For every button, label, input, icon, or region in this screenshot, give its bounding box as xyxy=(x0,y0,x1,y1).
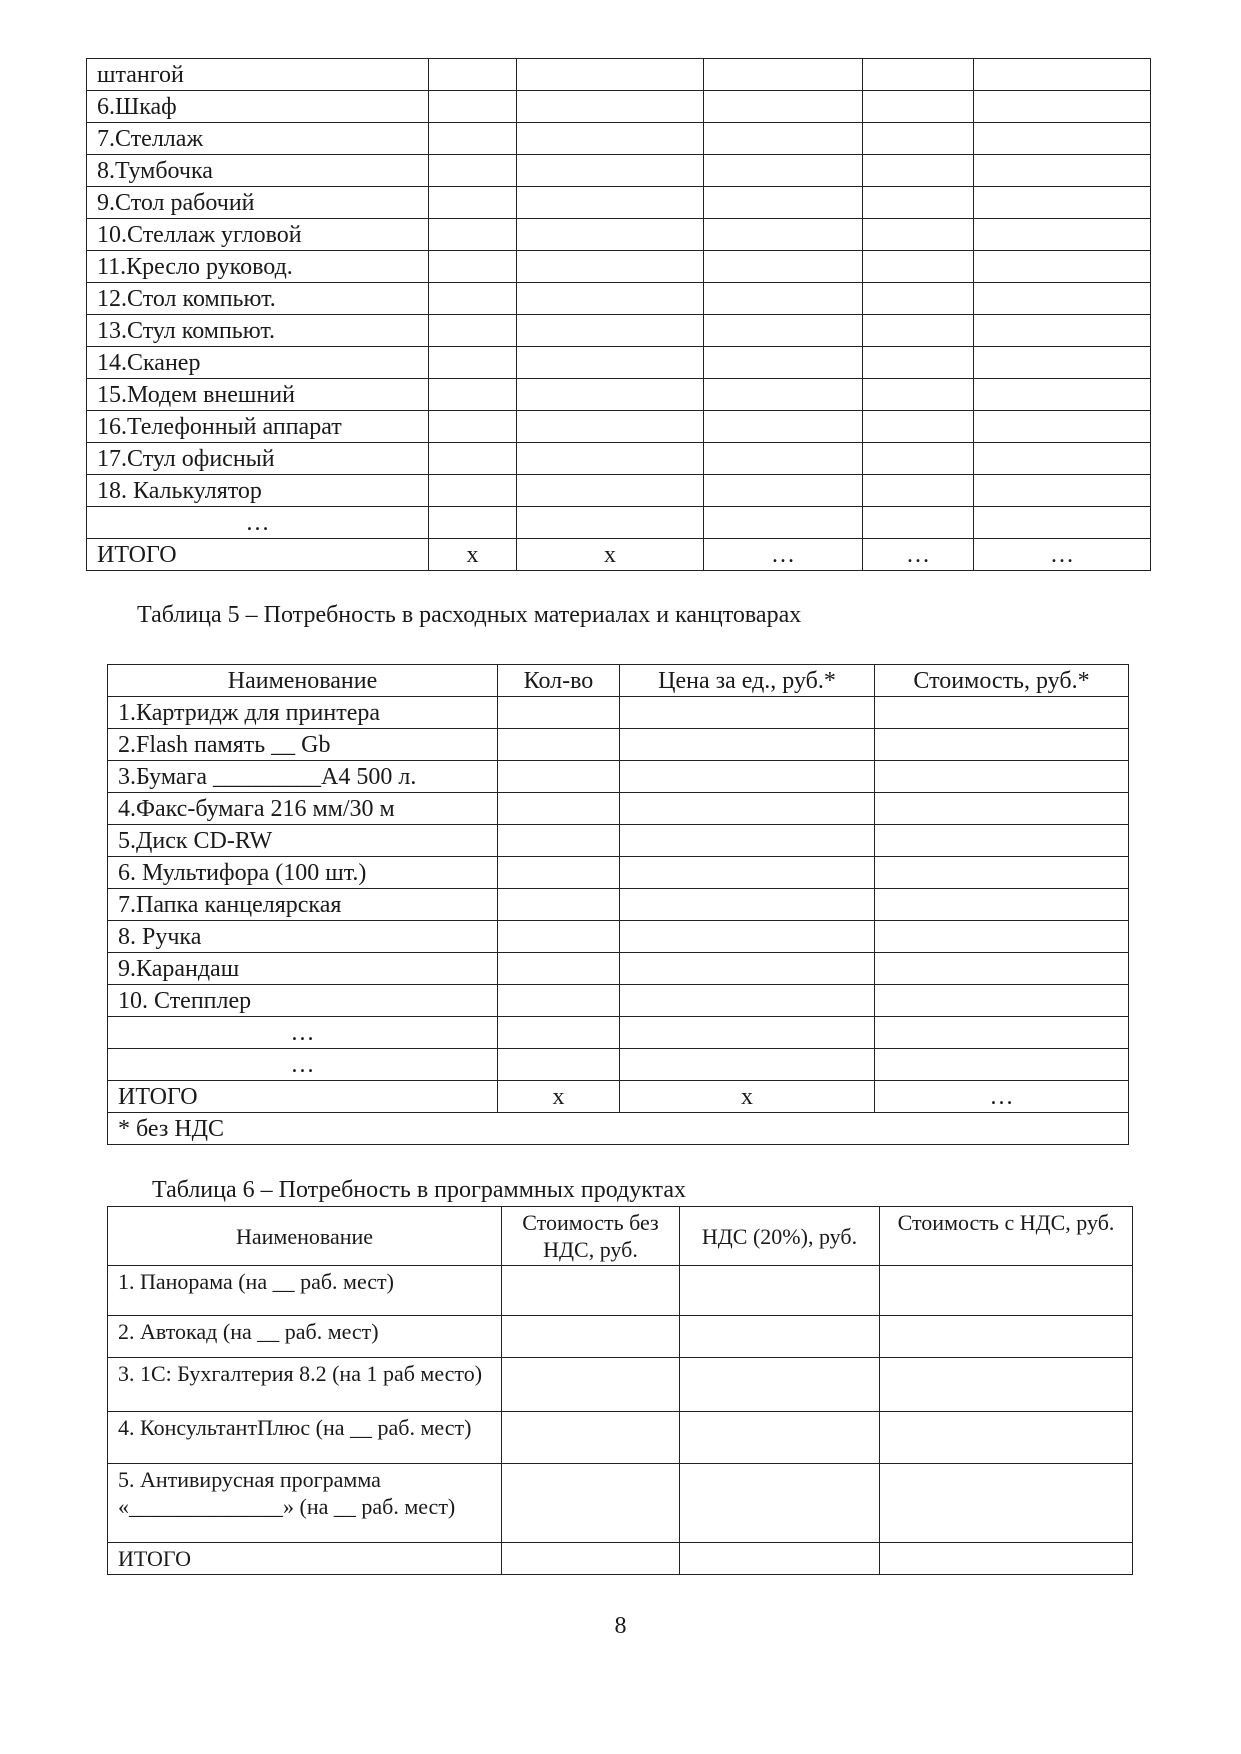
table-cell xyxy=(498,985,620,1017)
column-header: Кол-во xyxy=(498,665,620,697)
table-cell xyxy=(429,315,517,347)
table-cell xyxy=(704,507,863,539)
table-5-caption: Таблица 5 – Потребность в расходных материалах и канцтоварах xyxy=(137,602,802,628)
table-cell xyxy=(680,1358,880,1412)
table-cell xyxy=(704,219,863,251)
table-cell xyxy=(517,155,704,187)
table-row xyxy=(87,91,1151,123)
table-cell xyxy=(502,1316,680,1358)
total-cell xyxy=(680,1543,880,1575)
total-cell: … xyxy=(863,539,974,571)
item-name: 15.Модем внешний xyxy=(87,379,429,411)
table-row xyxy=(108,921,1129,953)
table-cell xyxy=(704,347,863,379)
table-cell xyxy=(517,219,704,251)
table-cell xyxy=(429,347,517,379)
item-name: 8.Тумбочка xyxy=(87,155,429,187)
total-cell: x xyxy=(429,539,517,571)
item-name: 1.Картридж для принтера xyxy=(108,697,498,729)
table-cell xyxy=(498,793,620,825)
table-cell xyxy=(974,411,1151,443)
table-cell xyxy=(620,889,875,921)
table-row xyxy=(108,889,1129,921)
table-cell xyxy=(863,251,974,283)
table-cell xyxy=(429,123,517,155)
table-cell xyxy=(704,251,863,283)
table-cell xyxy=(517,283,704,315)
table-cell xyxy=(704,59,863,91)
table-cell xyxy=(680,1464,880,1543)
table-cell xyxy=(620,729,875,761)
item-name: 9.Стол рабочий xyxy=(87,187,429,219)
table-cell xyxy=(429,379,517,411)
table-row xyxy=(87,379,1151,411)
table-cell xyxy=(704,379,863,411)
table-cell xyxy=(620,857,875,889)
footnote: * без НДС xyxy=(108,1113,1129,1145)
item-name: … xyxy=(108,1017,498,1049)
table-cell xyxy=(863,187,974,219)
table-cell xyxy=(498,761,620,793)
item-name: 2.Flash память __ Gb xyxy=(108,729,498,761)
total-cell: … xyxy=(974,539,1151,571)
total-cell xyxy=(502,1543,680,1575)
table-cell xyxy=(517,411,704,443)
column-header: Стоимость без НДС, руб. xyxy=(502,1207,680,1266)
table-row xyxy=(87,187,1151,219)
item-name: 10. Степплер xyxy=(108,985,498,1017)
item-name: 6.Шкаф xyxy=(87,91,429,123)
table-row xyxy=(108,1049,1129,1081)
table-cell xyxy=(875,857,1129,889)
table-cell xyxy=(620,985,875,1017)
table-5 xyxy=(107,664,1129,1145)
table-cell xyxy=(974,347,1151,379)
table-cell xyxy=(863,155,974,187)
table-row xyxy=(108,1412,1133,1464)
table-row xyxy=(108,953,1129,985)
table-cell xyxy=(498,1017,620,1049)
item-name: штангой xyxy=(87,59,429,91)
table-cell xyxy=(863,411,974,443)
table-cell xyxy=(498,889,620,921)
table-cell xyxy=(498,697,620,729)
column-header: НДС (20%), руб. xyxy=(680,1207,880,1266)
total-cell: … xyxy=(875,1081,1129,1113)
table-cell xyxy=(875,825,1129,857)
table-total-row xyxy=(87,539,1151,571)
table-row xyxy=(87,219,1151,251)
table-cell xyxy=(974,187,1151,219)
table-cell xyxy=(429,91,517,123)
item-name: 6. Мультифора (100 шт.) xyxy=(108,857,498,889)
column-header: Стоимость, руб.* xyxy=(875,665,1129,697)
table-cell xyxy=(863,91,974,123)
item-name: 10.Стеллаж угловой xyxy=(87,219,429,251)
table-cell xyxy=(517,347,704,379)
table-total-row xyxy=(108,1081,1129,1113)
table-cell xyxy=(517,123,704,155)
table-row xyxy=(87,315,1151,347)
table-cell xyxy=(429,443,517,475)
table-cell xyxy=(974,59,1151,91)
table-cell xyxy=(863,59,974,91)
table-row xyxy=(87,347,1151,379)
table-row xyxy=(108,1464,1133,1543)
table-cell xyxy=(863,475,974,507)
table-cell xyxy=(517,379,704,411)
table-cell xyxy=(880,1358,1133,1412)
table-cell xyxy=(429,475,517,507)
table-cell xyxy=(974,91,1151,123)
table-cell xyxy=(498,1049,620,1081)
table-row xyxy=(87,507,1151,539)
table-row xyxy=(87,123,1151,155)
page-number: 8 xyxy=(614,1613,627,1639)
total-cell: x xyxy=(620,1081,875,1113)
table-cell xyxy=(704,283,863,315)
table-cell xyxy=(517,59,704,91)
table-cell xyxy=(704,123,863,155)
item-name: 12.Стол компьют. xyxy=(87,283,429,315)
table-cell xyxy=(880,1316,1133,1358)
column-header: Цена за ед., руб.* xyxy=(620,665,875,697)
table-cell xyxy=(974,155,1151,187)
table-cell xyxy=(498,825,620,857)
item-name: 5.Диск CD-RW xyxy=(108,825,498,857)
table-cell xyxy=(875,985,1129,1017)
table-cell xyxy=(620,761,875,793)
item-name: … xyxy=(108,1049,498,1081)
table-cell xyxy=(429,59,517,91)
table-cell xyxy=(704,411,863,443)
table-cell xyxy=(680,1412,880,1464)
table-cell xyxy=(502,1266,680,1316)
item-name: 17.Стул офисный xyxy=(87,443,429,475)
table-4-continued xyxy=(86,58,1151,571)
total-label: ИТОГО xyxy=(87,539,429,571)
item-name: 4.Факс-бумага 216 мм/30 м xyxy=(108,793,498,825)
table-cell xyxy=(863,379,974,411)
table-cell xyxy=(429,187,517,219)
footnote-row xyxy=(108,1113,1129,1145)
table-header-row xyxy=(108,1207,1133,1266)
table-cell xyxy=(974,315,1151,347)
table-row xyxy=(87,411,1151,443)
table-cell xyxy=(429,283,517,315)
table-row xyxy=(87,443,1151,475)
item-name: 11.Кресло руковод. xyxy=(87,251,429,283)
table-cell xyxy=(974,507,1151,539)
table-cell xyxy=(863,123,974,155)
table-cell xyxy=(517,187,704,219)
table-cell xyxy=(498,921,620,953)
table-cell xyxy=(863,219,974,251)
table-row xyxy=(87,155,1151,187)
table-cell xyxy=(880,1266,1133,1316)
table-cell xyxy=(517,251,704,283)
total-label: ИТОГО xyxy=(108,1081,498,1113)
table-row xyxy=(108,793,1129,825)
table-cell xyxy=(429,411,517,443)
table-cell xyxy=(429,507,517,539)
table-cell xyxy=(620,1049,875,1081)
table-cell xyxy=(680,1266,880,1316)
column-header: Наименование xyxy=(108,1207,502,1266)
table-cell xyxy=(502,1412,680,1464)
item-name: 7.Стеллаж xyxy=(87,123,429,155)
table-row xyxy=(87,59,1151,91)
table-cell xyxy=(875,953,1129,985)
table-cell xyxy=(680,1316,880,1358)
table-cell xyxy=(620,921,875,953)
table-cell xyxy=(704,187,863,219)
table-cell xyxy=(429,155,517,187)
column-header: Стоимость с НДС, руб. xyxy=(880,1207,1133,1266)
table-cell xyxy=(974,443,1151,475)
table-cell xyxy=(704,443,863,475)
table-cell xyxy=(502,1358,680,1412)
table-cell xyxy=(620,1017,875,1049)
table-cell xyxy=(863,443,974,475)
item-name: 3.Бумага _________А4 500 л. xyxy=(108,761,498,793)
table-row xyxy=(87,251,1151,283)
column-header: Наименование xyxy=(108,665,498,697)
table-cell xyxy=(704,315,863,347)
table-row xyxy=(108,857,1129,889)
total-cell: … xyxy=(704,539,863,571)
table-6-caption: Таблица 6 – Потребность в программных продуктах xyxy=(152,1177,686,1203)
table-cell xyxy=(517,475,704,507)
total-label: ИТОГО xyxy=(108,1543,502,1575)
table-cell xyxy=(863,283,974,315)
table-cell xyxy=(875,889,1129,921)
table-cell xyxy=(517,507,704,539)
item-name: 1. Панорама (на __ раб. мест) xyxy=(108,1266,502,1316)
table-header-row xyxy=(108,665,1129,697)
table-cell xyxy=(875,793,1129,825)
table-cell xyxy=(429,251,517,283)
table-cell xyxy=(620,793,875,825)
table-row xyxy=(87,283,1151,315)
table-cell xyxy=(875,761,1129,793)
table-cell xyxy=(704,155,863,187)
item-name: 18. Калькулятор xyxy=(87,475,429,507)
table-cell xyxy=(863,315,974,347)
table-cell xyxy=(875,729,1129,761)
table-row xyxy=(87,475,1151,507)
item-name: … xyxy=(87,507,429,539)
table-cell xyxy=(517,315,704,347)
table-cell xyxy=(875,921,1129,953)
table-6 xyxy=(107,1206,1133,1575)
item-name: 2. Автокад (на __ раб. мест) xyxy=(108,1316,502,1358)
table-cell xyxy=(620,697,875,729)
table-cell xyxy=(498,953,620,985)
total-cell xyxy=(880,1543,1133,1575)
table-total-row xyxy=(108,1543,1133,1575)
table-row xyxy=(108,761,1129,793)
table-cell xyxy=(517,91,704,123)
table-cell xyxy=(620,953,875,985)
total-cell: x xyxy=(517,539,704,571)
table-cell xyxy=(974,219,1151,251)
table-row xyxy=(108,1316,1133,1358)
table-row xyxy=(108,985,1129,1017)
item-name: 8. Ручка xyxy=(108,921,498,953)
table-cell xyxy=(620,825,875,857)
table-cell xyxy=(704,91,863,123)
table-row xyxy=(108,697,1129,729)
item-name: 14.Сканер xyxy=(87,347,429,379)
table-cell xyxy=(974,123,1151,155)
table-row xyxy=(108,729,1129,761)
table-cell xyxy=(704,475,863,507)
item-name: 4. КонсультантПлюс (на __ раб. мест) xyxy=(108,1412,502,1464)
table-cell xyxy=(880,1412,1133,1464)
table-row xyxy=(108,1017,1129,1049)
table-row xyxy=(108,825,1129,857)
item-name: 13.Стул компьют. xyxy=(87,315,429,347)
table-cell xyxy=(875,1049,1129,1081)
table-cell xyxy=(974,251,1151,283)
table-cell xyxy=(974,379,1151,411)
table-cell xyxy=(875,697,1129,729)
item-name: 5. Антивирусная программа «______________» (на __ раб. мест) xyxy=(108,1464,502,1543)
table-cell xyxy=(498,857,620,889)
table-cell xyxy=(863,347,974,379)
item-name: 3. 1С: Бухгалтерия 8.2 (на 1 раб место) xyxy=(108,1358,502,1412)
item-name: 9.Карандаш xyxy=(108,953,498,985)
table-cell xyxy=(974,475,1151,507)
table-cell xyxy=(880,1464,1133,1543)
table-cell xyxy=(863,507,974,539)
table-cell xyxy=(517,443,704,475)
total-cell: x xyxy=(498,1081,620,1113)
table-row xyxy=(108,1266,1133,1316)
table-cell xyxy=(498,729,620,761)
table-row xyxy=(108,1358,1133,1412)
table-cell xyxy=(502,1464,680,1543)
table-cell xyxy=(429,219,517,251)
table-cell xyxy=(875,1017,1129,1049)
item-name: 7.Папка канцелярская xyxy=(108,889,498,921)
table-cell xyxy=(974,283,1151,315)
item-name: 16.Телефонный аппарат xyxy=(87,411,429,443)
